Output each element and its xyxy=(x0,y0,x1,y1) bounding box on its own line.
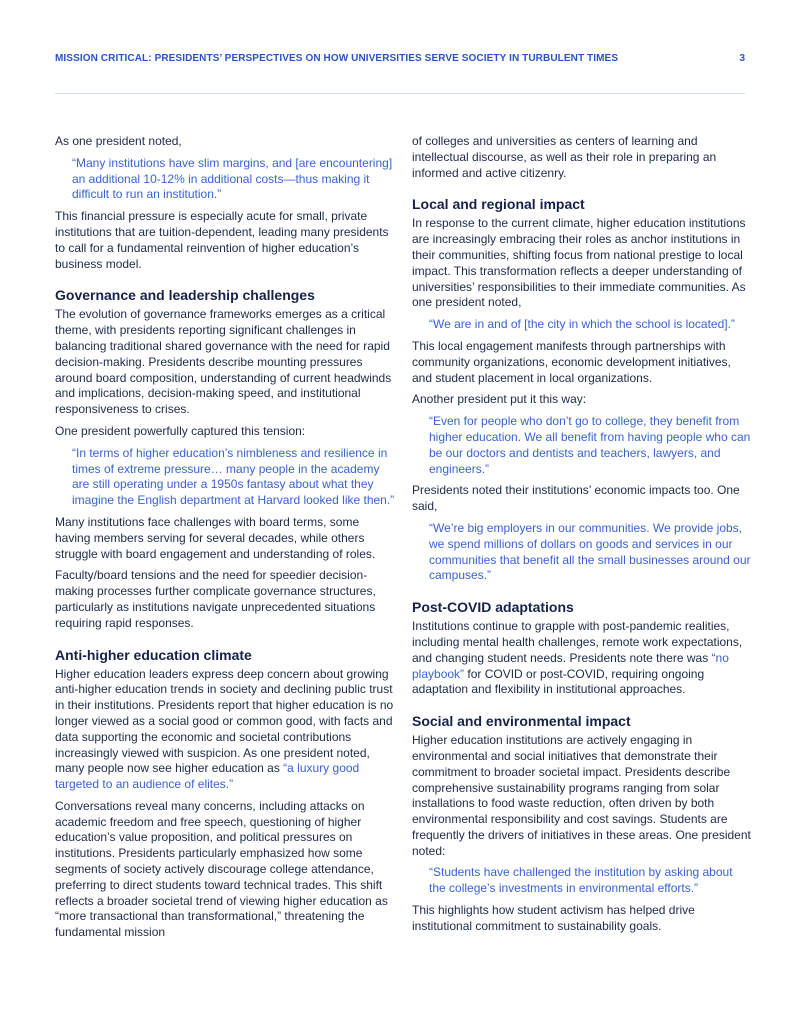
body-paragraph: Conversations reveal many concerns, including attacks on academic freedom and free speech, questioning of higher education’s value proposition, and political pressures on institutions. Presidents particularly emphasized how some segments of society actively discourage college attendance, preferring to direct students toward technical trades. This shift reflects a broader societal trend of viewing higher education as “more transactional than transformational,” threatening the fundamental mission xyxy=(55,798,388,940)
running-header-title: MISSION CRITICAL: PRESIDENTS’ PERSPECTIVES ON HOW UNIVERSITIES SERVE SOCIETY IN TURBULENT TIMES xyxy=(55,53,619,64)
inline-quote: “no playbook” xyxy=(412,650,729,681)
president-quote: “We are in and of [the city in which the school is located].” xyxy=(429,317,735,332)
body-paragraph: Many institutions face challenges with board terms, some having members serving for several decades, while others struggle with board engagement and understanding of roles. xyxy=(55,514,376,561)
paragraph-text: Higher education leaders express deep concern about growing anti-higher education trends in society and declining public trust in their institutions. Presidents report that higher education is no longer viewed as a social good or common good, with facts and data supporting the economic and societal contributions increasingly viewed with suspicion. As one president noted, many people now see higher education as xyxy=(55,666,394,776)
body-paragraph: of colleges and universities as centers of learning and intellectual discourse, as well as their role in preparing an informed and active citizenry. xyxy=(412,134,717,180)
body-paragraph: This local engagement manifests through partnerships with community organizations, economic development initiatives, and student placement in local organizations. xyxy=(412,338,731,385)
section-heading-anti-higher-education: Anti-higher education climate xyxy=(55,646,252,663)
president-quote: “Students have challenged the institution by asking about the college’s investments in environmental efforts.” xyxy=(429,865,733,896)
body-paragraph: Another president put it this way: xyxy=(412,392,587,407)
president-quote: “We’re big employers in our communities. We provide jobs, we spend millions of dollars on goods and services in our communities that benefit all the small businesses around our campuses.” xyxy=(429,520,751,583)
body-paragraph: Faculty/board tensions and the need for speedier decision-making processes further complicate governance structures, particularly as institutions navigate unprecedented situations requiring rapid responses. xyxy=(55,568,376,630)
page-number: 3 xyxy=(739,53,745,64)
body-paragraph xyxy=(412,619,752,698)
page-header xyxy=(55,53,745,94)
body-paragraph xyxy=(55,667,395,793)
body-paragraph: As one president noted, xyxy=(55,134,182,148)
left-column xyxy=(55,134,395,947)
president-quote: “Many institutions have slim margins, and [are encountering] an additional 10-12% in additional costs—thus making it difficult to run an institution.” xyxy=(72,155,393,202)
paragraph-text: for COVID or post-COVID, requiring ongoing adaptation and flexibility in institutional approaches. xyxy=(412,666,705,697)
body-paragraph: This financial pressure is especially acute for small, private institutions that are tuition-dependent, leading many presidents to call for a fundamental reinvention of higher education’s business model. xyxy=(55,209,389,271)
body-paragraph: This highlights how student activism has helped drive institutional commitment to sustainability goals. xyxy=(412,903,695,933)
body-paragraph: The evolution of governance frameworks emerges as a critical theme, with presidents reporting significant challenges in balancing traditional shared governance with the need for rapid decision-making. Presidents describe mounting pressures around board composition, understanding of current headwinds and implications, decision-making speed, and institutional responsiveness to crises. xyxy=(55,307,392,417)
body-paragraph: One president powerfully captured this tension: xyxy=(55,423,306,438)
section-heading-local-impact: Local and regional impact xyxy=(412,196,585,213)
body-paragraph: Presidents noted their institutions’ economic impacts too. One said, xyxy=(412,483,740,514)
president-quote: “Even for people who don’t go to college, they benefit from higher education. We all benefit from having people who can be our doctors and dentists and teachers, lawyers, and engineers.” xyxy=(429,414,751,476)
section-heading-social-environmental: Social and environmental impact xyxy=(412,713,631,730)
president-quote: “In terms of higher education’s nimbleness and resilience in times of extreme pressure… many people in the academy are still operating under a 1950s fantasy about what they imagine the English department at Harvard looked like then.” xyxy=(72,445,395,508)
paragraph-text: Institutions continue to grapple with post-pandemic realities, including mental health challenges, remote work expectations, and changing student needs. Presidents note there was xyxy=(412,619,743,665)
section-heading-governance: Governance and leadership challenges xyxy=(55,287,315,304)
body-paragraph: In response to the current climate, higher education institutions are increasingly embracing their roles as anchor institutions in their communities, shifting focus from national prestige to local impact. This transformation reflects a deeper understanding of universities’ responsibilities to their immediate communities. As one president noted, xyxy=(412,216,746,310)
section-heading-post-covid: Post-COVID adaptations xyxy=(412,599,574,616)
inline-quote: “a luxury good targeted to an audience of elites.” xyxy=(55,761,360,792)
right-column xyxy=(412,134,752,941)
body-paragraph: Higher education institutions are actively engaging in environmental and social initiatives that demonstrate their commitment to broader societal impact. Presidents describe comprehensive sustainability programs ranging from solar installations to food waste reduction, often driven by both environmental responsibility and cost savings. Students are frequently the drivers of initiatives in these areas. One president noted: xyxy=(412,733,751,858)
